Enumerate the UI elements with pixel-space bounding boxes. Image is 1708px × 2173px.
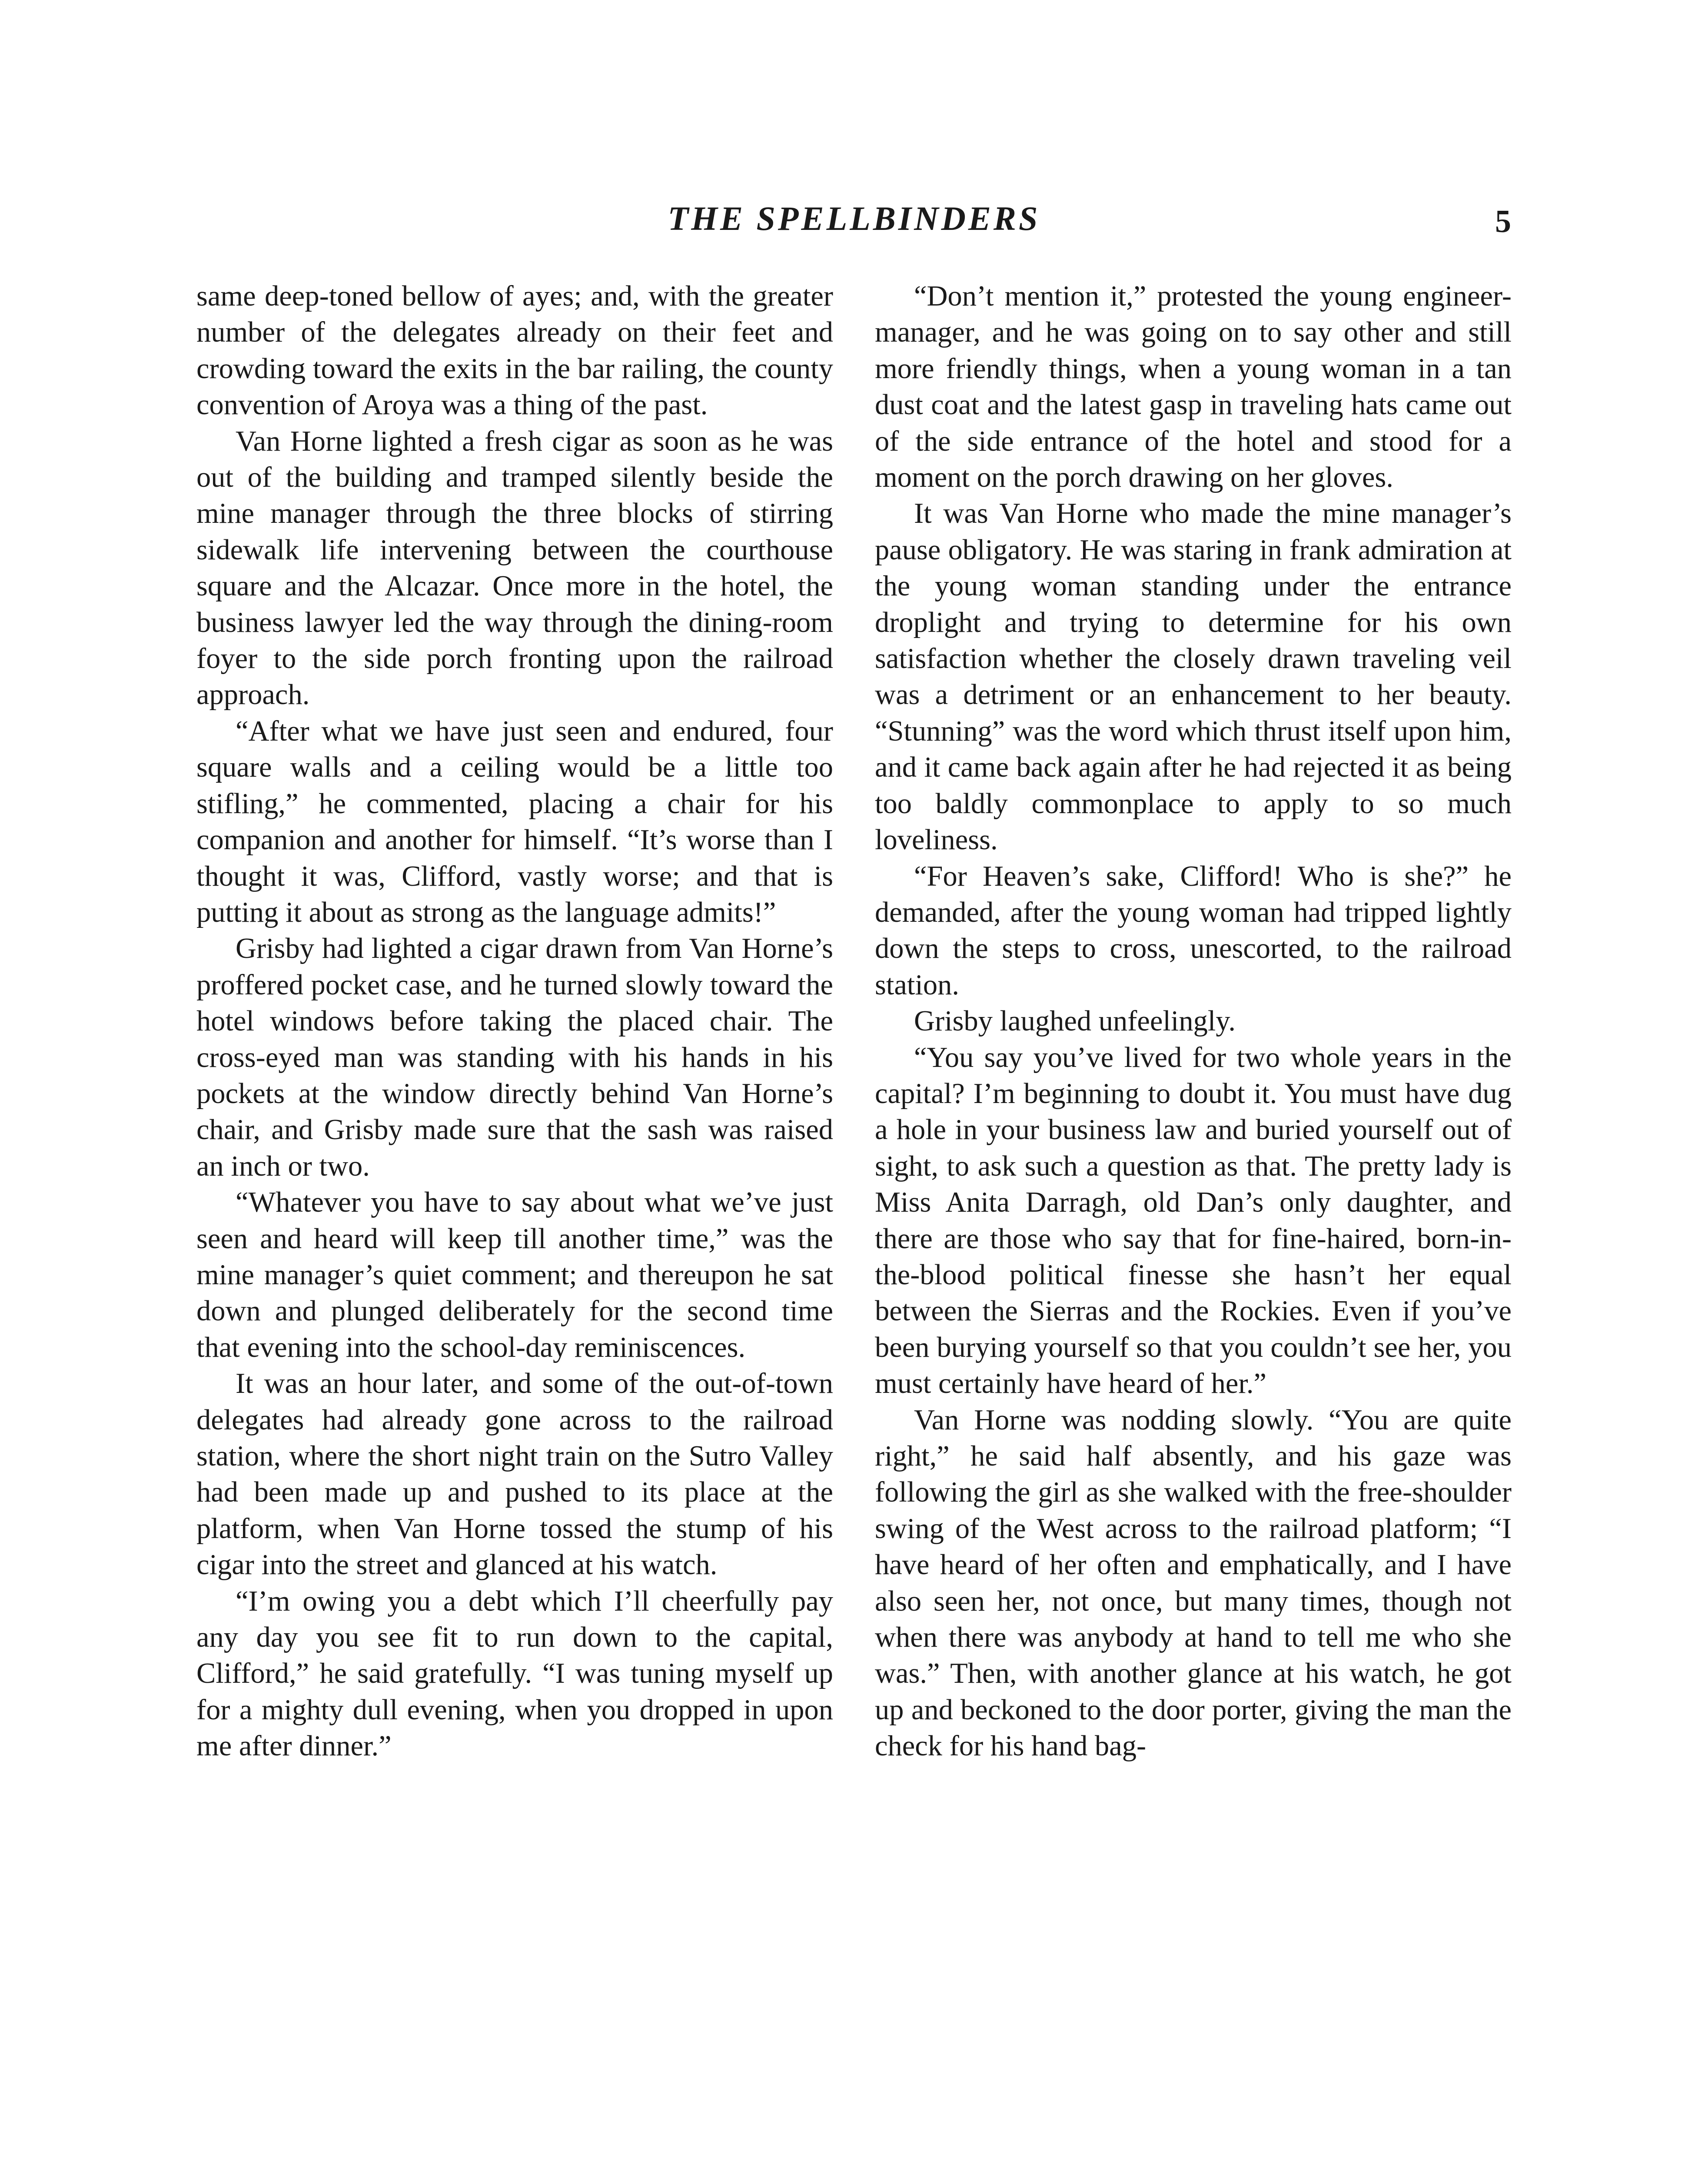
paragraph: “I’m owing you a debt which I’ll cheerfully pay any day you see fit to run down to the capital, Clifford,” he said gratefully. “I was tuning myself up for a mighty dull evening, when you dropped in upon me after dinner.”	[196, 1585, 833, 1762]
paragraph: same deep-toned bellow of ayes; and, with the greater number of the delegates already on their feet and crowding toward the exits in the bar railing, the county convention of Aroya was a thing of the past.	[196, 280, 833, 421]
paragraph: Grisby had lighted a cigar drawn from Van Horne’s proffered pocket case, and he turned slowly toward the hotel windows before taking the placed chair. The cross-eyed man was standing with his hands in his pockets at the window directly behind Van Horne’s chair, and Grisby made sure that the sash was raised an inch or two.	[196, 933, 833, 1182]
paragraph: “Don’t mention it,” protested the young engineer-manager, and he was going on to say other and still more friendly things, when a young woman in a tan dust coat and the latest gasp in traveling hats came out of the side entrance of the hotel and stood for a moment on the porch drawing on her gloves.	[875, 280, 1512, 494]
paragraph: Grisby laughed unfeelingly.	[914, 1005, 1236, 1037]
paragraph: “For Heaven’s sake, Clifford! Who is she?” he demanded, after the young woman had tripped lightly down the steps to cross, unescorted, to the railroad station.	[875, 860, 1512, 1001]
paragraph: “After what we have just seen and endured, four square walls and a ceiling would be a little too stifling,” he commented, placing a chair for his companion and another for himself. “It’s worse than I thought it was, Clifford, vastly worse; and that is putting it about as strong as the language admits!”	[196, 715, 833, 928]
paragraph: “Whatever you have to say about what we’ve just seen and heard will keep till another time,” was the mine manager’s quiet comment; and thereupon he sat down and plunged deliberately for the second time that evening into the school-day reminiscences.	[196, 1186, 833, 1363]
paragraph: “You say you’ve lived for two whole years in the capital? I’m beginning to doubt it. You must have dug a hole in your business law and buried yourself out of sight, to ask such a question as that. The pretty lady is Miss Anita Darragh, old Dan’s only daughter, and there are those who say that for fine-haired, born-in-the-blood political finesse she hasn’t her equal between the Sierras and the Rockies. Even if you’ve been burying yourself so that you couldn’t see her, you must certainly have heard of her.”	[875, 1041, 1512, 1400]
paragraph: Van Horne lighted a fresh cigar as soon as he was out of the building and tramped silently beside the mine manager through the three blocks of stirring sidewalk life intervening between the courthouse square and the Alcazar. Once more in the hotel, the business lawyer led the way through the dining-room foyer to the side porch fronting upon the railroad approach.	[196, 425, 833, 711]
text-column-right	[875, 278, 1512, 2173]
paragraph: It was Van Horne who made the mine manager’s pause obligatory. He was staring in frank admiration at the young woman standing under the entrance droplight and trying to determine for his own satisfaction whether the closely drawn traveling veil was a detriment or an enhancement to her beauty. “Stunning” was the word which thrust itself upon him, and it came back again after he had rejected it as being too baldly commonplace to apply to so much loveliness.	[875, 498, 1512, 856]
running-header-title: THE SPELLBINDERS	[668, 199, 1040, 237]
page-number: 5	[1495, 204, 1511, 239]
paragraph: It was an hour later, and some of the out-of-town delegates had already gone across to the railroad station, where the short night train on the Sutro Valley had been made up and pushed to its place at the platform, when Van Horne tossed the stump of his cigar into the street and glanced at his watch.	[196, 1368, 833, 1581]
text-column-left	[196, 278, 833, 2173]
paragraph: Van Horne was nodding slowly. “You are quite right,” he said half absently, and his gaze was following the girl as she walked with the free-shoulder swing of the West across to the railroad platform; “I have heard of her often and emphatically, and I have also seen her, not once, but many times, though not when there was anybody at hand to tell me who she was.” Then, with another glance at his watch, he got up and beckoned to the door porter, giving the man the check for his hand bag-	[875, 1404, 1512, 1762]
